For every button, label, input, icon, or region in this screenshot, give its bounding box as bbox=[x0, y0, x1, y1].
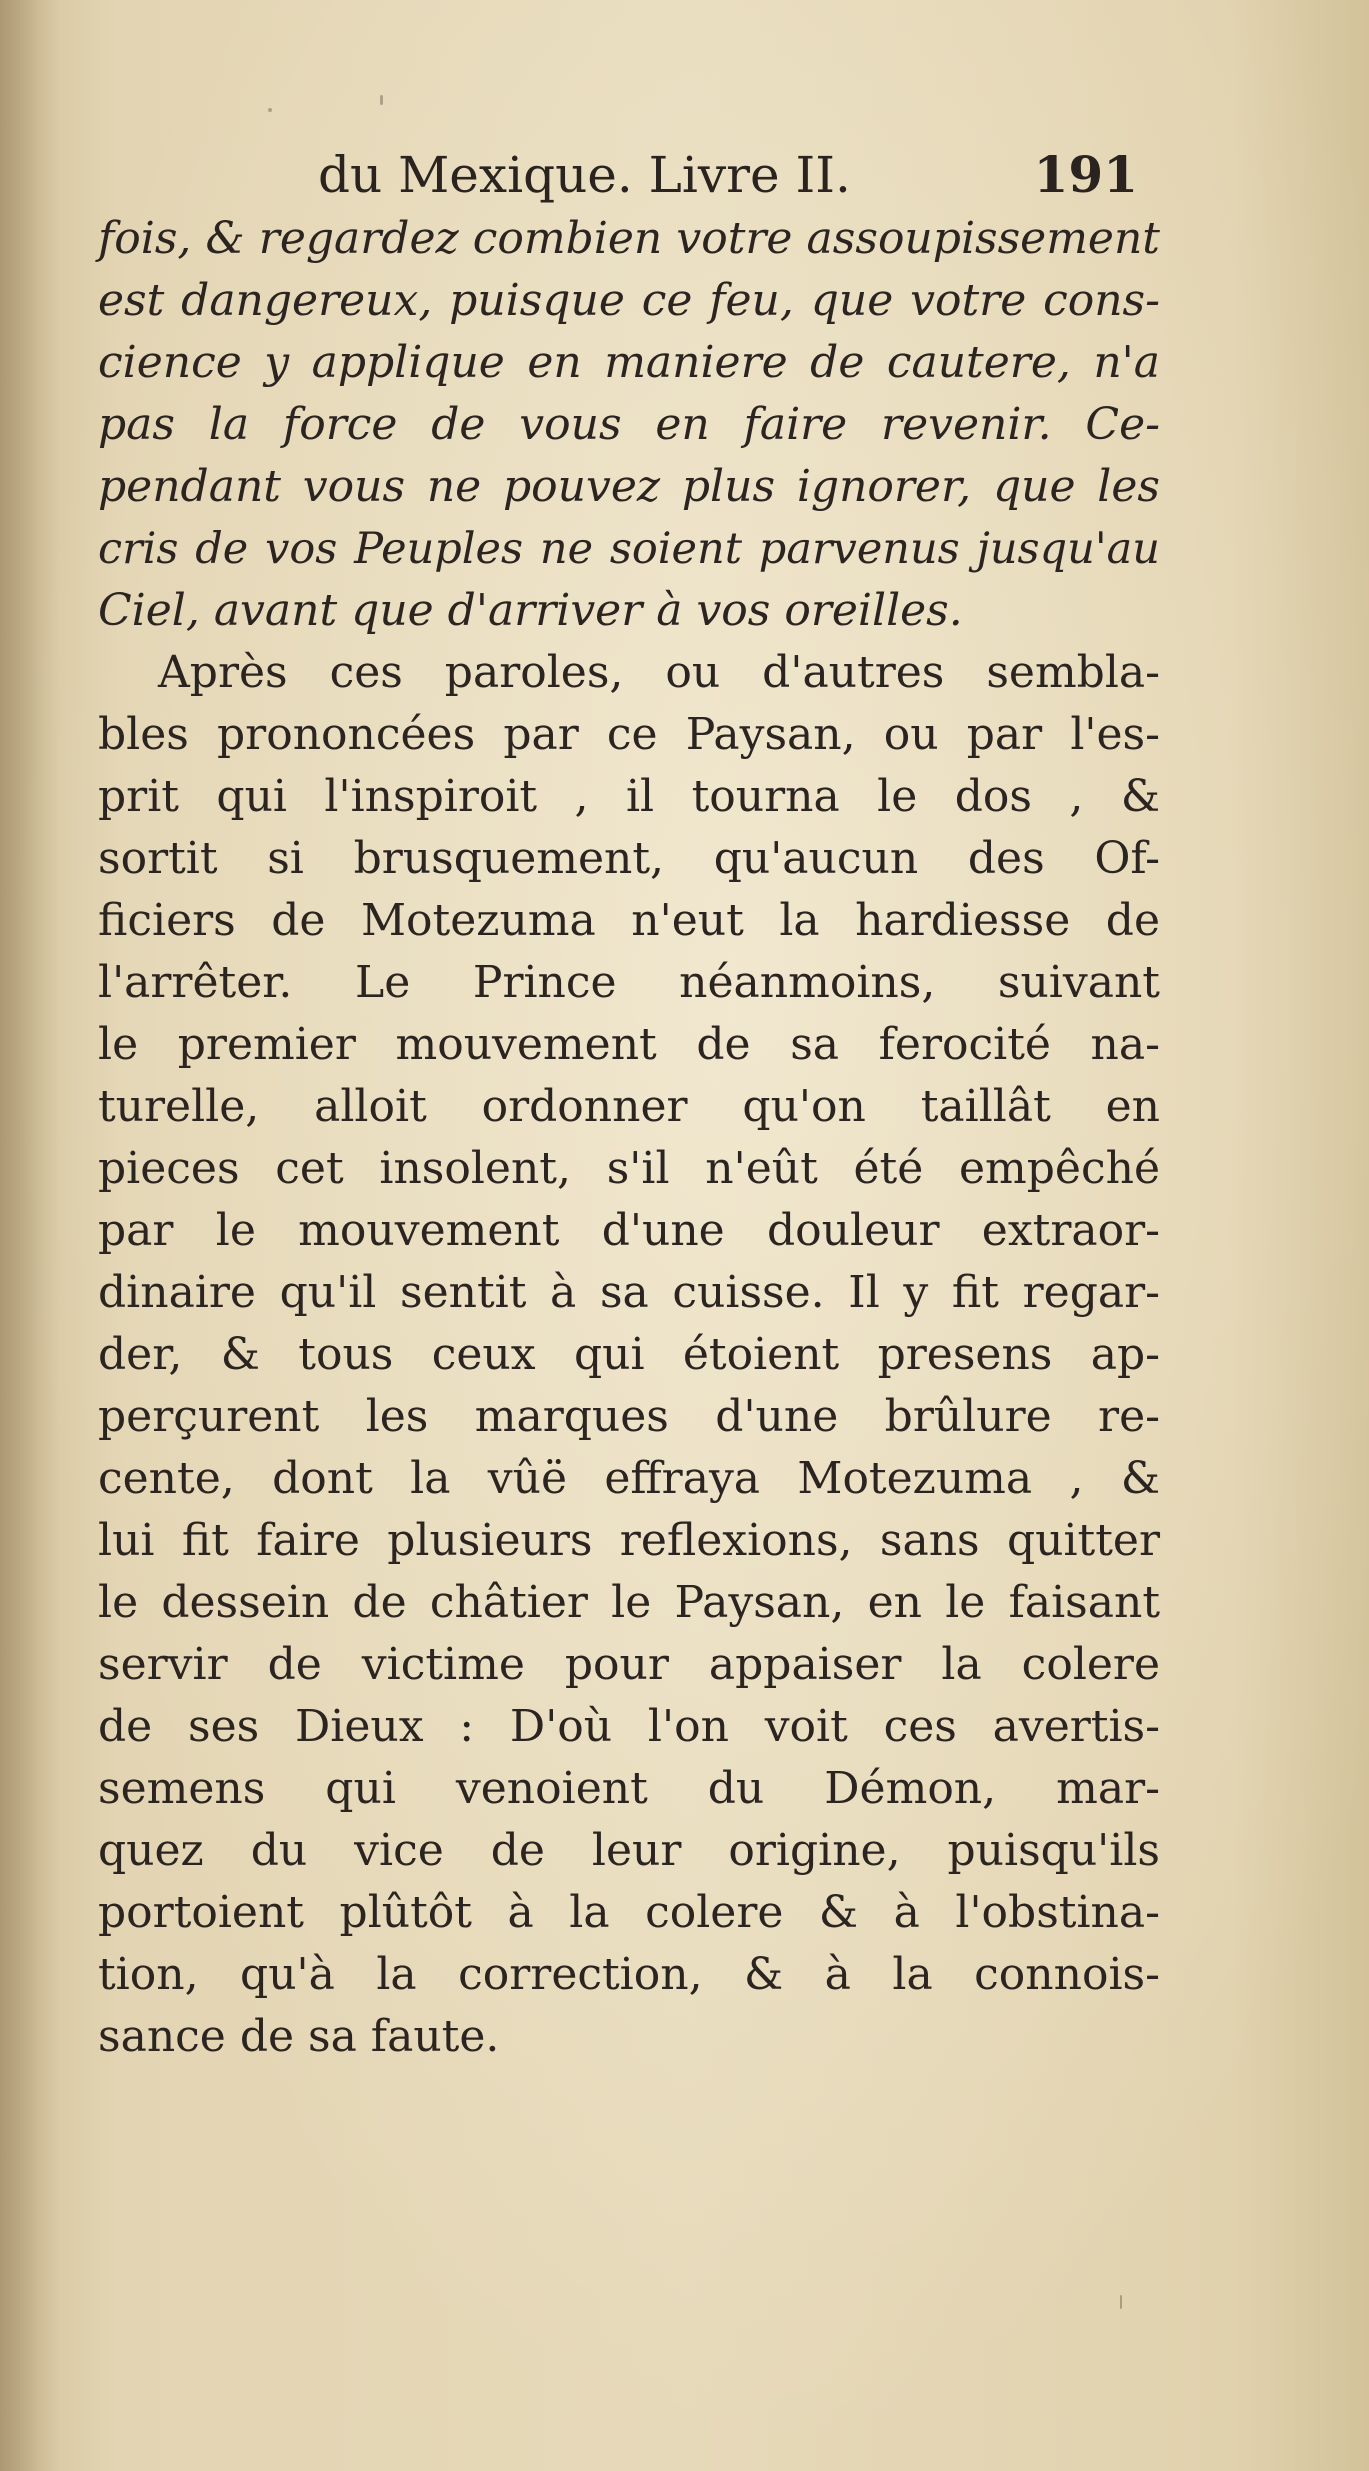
text-line: le premier mouvement de sa ferocité na- bbox=[98, 1019, 1160, 1070]
body-text bbox=[98, 208, 1160, 2068]
text-line: pendant vous ne pouvez plus ignorer, que les bbox=[98, 461, 1160, 512]
text-line: der, & tous ceux qui étoient presens ap- bbox=[98, 1329, 1160, 1380]
text-line: semens qui venoient du Démon, mar- bbox=[98, 1763, 1160, 1814]
paper-speck bbox=[380, 95, 383, 105]
text-line: Ciel, avant que d'arriver à vos oreilles. bbox=[98, 585, 963, 636]
text-line: perçurent les marques d'une brûlure re- bbox=[98, 1391, 1160, 1442]
text-line: quez du vice de leur origine, puisqu'ils bbox=[98, 1825, 1160, 1876]
text-line: est dangereux, puisque ce feu, que votre cons- bbox=[98, 275, 1160, 326]
text-line: ficiers de Motezuma n'eut la hardiesse de bbox=[98, 895, 1160, 946]
text-line: servir de victime pour appaiser la colere bbox=[98, 1639, 1160, 1690]
binding-shadow bbox=[0, 0, 60, 2471]
text-line: bles prononcées par ce Paysan, ou par l'es- bbox=[98, 709, 1160, 760]
text-line: fois, & regardez combien votre assoupissement bbox=[98, 213, 1160, 264]
text-line: sance de sa faute. bbox=[98, 2011, 500, 2062]
text-line: cris de vos Peuples ne soient parvenus jusqu'au bbox=[98, 524, 1160, 574]
running-head-title: du Mexique. Livre II. bbox=[318, 146, 851, 204]
text-line: de ses Dieux : D'où l'on voit ces avertis- bbox=[98, 1701, 1160, 1752]
running-head bbox=[318, 140, 1138, 210]
text-line: dinaire qu'il sentit à sa cuisse. Il y fit regar- bbox=[98, 1267, 1160, 1318]
text-line: prit qui l'inspiroit , il tourna le dos , & bbox=[98, 771, 1160, 822]
text-line: portoient plûtôt à la colere & à l'obstina- bbox=[98, 1887, 1160, 1938]
text-line: cente, dont la vûë effraya Motezuma , & bbox=[98, 1453, 1160, 1504]
text-line: lui fit faire plusieurs reflexions, sans quitter bbox=[98, 1515, 1160, 1566]
text-line: cience y applique en maniere de cautere, n'a bbox=[98, 337, 1160, 388]
text-line: pieces cet insolent, s'il n'eût été empêché bbox=[98, 1143, 1160, 1194]
text-line: par le mouvement d'une douleur extraor- bbox=[98, 1205, 1160, 1256]
paper-speck bbox=[1120, 2295, 1122, 2309]
text-line: tion, qu'à la correction, & à la connois- bbox=[98, 1949, 1160, 2000]
text-line: Après ces paroles, ou d'autres sembla- bbox=[158, 647, 1160, 698]
text-line: sortit si brusquement, qu'aucun des Of- bbox=[98, 833, 1160, 884]
page-number: 191 bbox=[1033, 145, 1138, 204]
text-line: pas la force de vous en faire revenir. Ce- bbox=[98, 399, 1160, 450]
text-line: turelle, alloit ordonner qu'on taillât en bbox=[98, 1081, 1160, 1132]
text-line: l'arrêter. Le Prince néanmoins, suivant bbox=[98, 957, 1160, 1008]
paper-speck bbox=[268, 108, 272, 112]
text-line: le dessein de châtier le Paysan, en le faisant bbox=[98, 1577, 1160, 1628]
